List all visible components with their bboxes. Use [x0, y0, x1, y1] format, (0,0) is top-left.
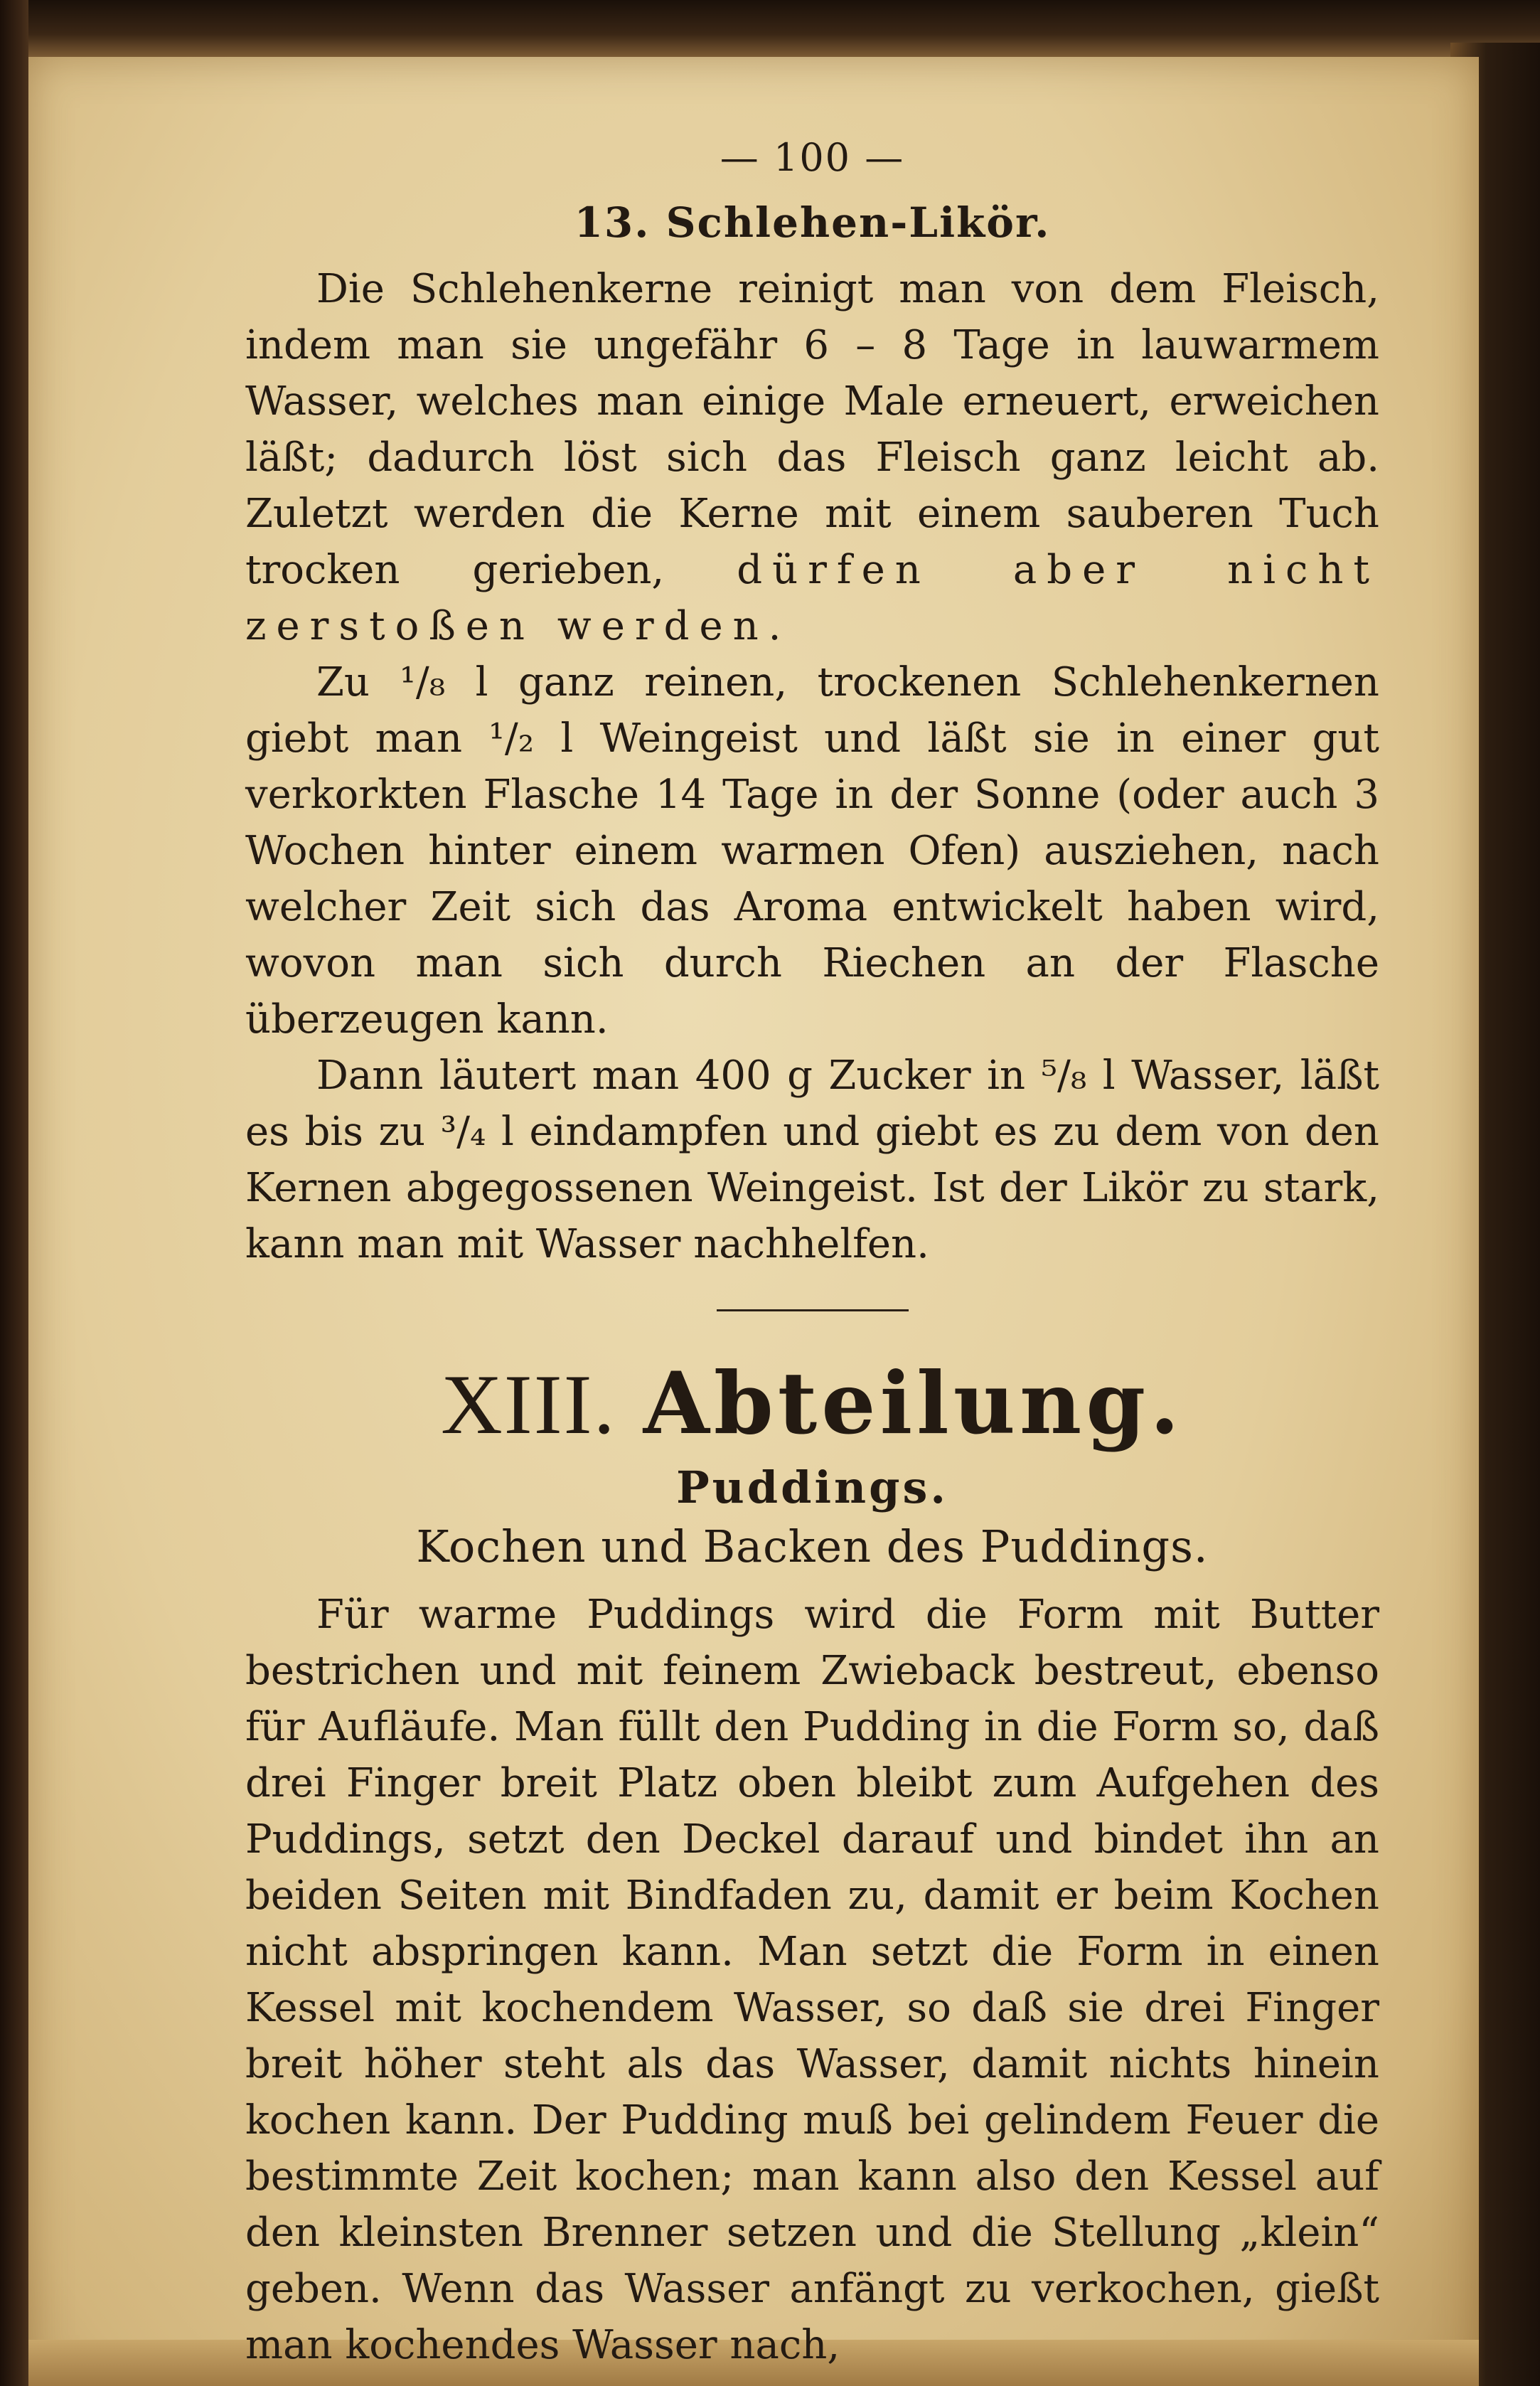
- section-divider: [717, 1309, 909, 1311]
- section-word: Abteilung.: [643, 1353, 1184, 1454]
- page-content: [245, 135, 1379, 2373]
- recipe-paragraph-1-emphasis: dürfen aber nicht zerstoßen werden.: [245, 547, 1379, 649]
- recipe-title: 13. Schlehen-Likör.: [574, 198, 1051, 247]
- recipe-paragraph-1-text: Die Schlehenkerne reinigt man von dem Fleisch, indem man sie ungefähr 6 – 8 Tage in lauwarmem Wasser, welches man einige Male erneuert, erweichen läßt; dadurch löst sich das Fleisch ganz leicht ab. Zuletzt werden die Kerne mit einem sauberen Tuch trocken gerieben,: [245, 266, 1379, 593]
- recipe-paragraph-2: Zu ¹/₈ l ganz reinen, trockenen Schlehenkernen giebt man ¹/₂ l Weingeist und läßt sie in einer gut verkorkten Flasche 14 Tage in der Sonne (oder auch 3 Wochen hinter einem warmen Ofen) ausziehen, nach welcher Zeit sich das Aroma entwickelt haben wird, wovon man sich durch Riechen an der Flasche überzeugen kann.: [245, 659, 1379, 1043]
- page-number: — 100 —: [720, 135, 905, 180]
- section-paragraph-1: Für warme Puddings wird die Form mit Butter bestrichen und mit feinem Zwieback bestreut, ebenso für Aufläufe. Man füllt den Pudding in die Form so, daß drei Finger breit Platz oben bleibt zum Aufgehen des Puddings, setzt den Deckel darauf und bindet ihn an beiden Seiten mit Bindfaden zu, damit er beim Kochen nicht abspringen kann. Man setzt die Form in einen Kessel mit kochendem Wasser, so daß sie drei Finger breit höher steht als das Wasser, damit nichts hinein kochen kann. Der Pudding muß bei gelindem Feuer die bestimmte Zeit kochen; man kann also den Kessel auf den kleinsten Brenner setzen und die Stellung „klein“ geben. Wenn das Wasser anfängt zu verkochen, gießt man kochendes Wasser nach,: [245, 1592, 1379, 2368]
- section-heading: [245, 1354, 1379, 1454]
- section-subsubtitle: Kochen und Backen des Puddings.: [416, 1520, 1209, 1572]
- page-edge-top: [28, 0, 1540, 57]
- section-subtitle: Puddings.: [676, 1461, 948, 1513]
- recipe-paragraph-3: Dann läutert man 400 g Zucker in ⁵/₈ l Wasser, läßt es bis zu ³/₄ l eindampfen und giebt es zu dem von den Kernen abgegossenen Weingeist. Ist der Likör zu stark, kann man mit Wasser nachhelfen.: [245, 1053, 1379, 1267]
- section-number: XIII.: [441, 1357, 616, 1452]
- recipe-paragraph-1: [245, 261, 1379, 654]
